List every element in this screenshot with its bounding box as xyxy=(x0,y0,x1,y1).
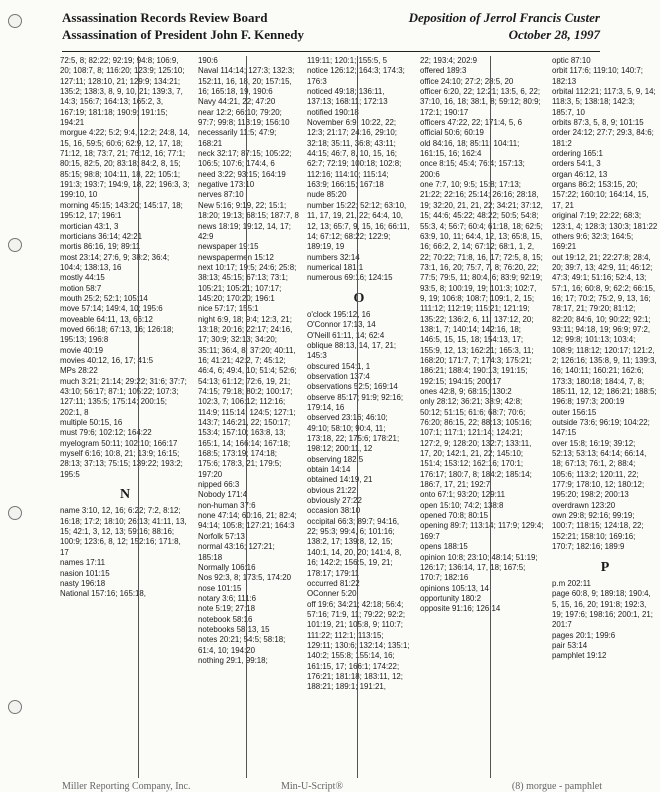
index-entry: opening 89:7; 113:14; 117:9; 129:4; 169:7 xyxy=(420,521,544,541)
index-entry: once 8:15; 45:4; 76:4; 157:13; 200:6 xyxy=(420,159,525,179)
index-entry: night 6:9, 18; 9:4; 12:3, 21; 13:18; 20:16; 22:17; 24:16, 17; 30:9; 32:13; 34:20; 35:11; 36:4, 8; 37:20; 40:11, 16; 41:21; 42:2, 7; 45:12; 46:4, 6; 49:4, 10; 51:4; 52:6; 54:13; 61:12; 72:6, 19, 21; 74:15; 79:18; 80:2; 100:17; 102:3, 7; 106:12; 112:16; 114:9; 115:14; 124:5; 127:1; 143:7; 146:21, 22; 150:17; 153:4; 157:10; 163:8, 13; 165:1, 14; 166:14; 167:18; 168:5; 173:19; 174:18; 175:6; 178:3, 21; 179:5; 197:20 xyxy=(198,314,297,479)
index-column-3 xyxy=(305,56,413,778)
index-entry: neck 32:17; 87:15; 105:22; 106:5; 107:6; 174:4, 6 xyxy=(198,149,292,169)
punch-hole xyxy=(8,506,22,520)
index-section-letter: O xyxy=(353,290,365,306)
index-entry: OConner 5:20 xyxy=(307,589,357,599)
index-entry: notary 3:6; 111:6 xyxy=(198,593,257,603)
index-entry: officers 47:22, 22; 171:4, 5, 6 xyxy=(420,118,523,128)
index-entry: observed 23:16; 46:10; 49:10; 58:10; 90:4, 11; 173:18, 22; 175:6; 178:21; 198:12; 200:11, 12 xyxy=(307,413,400,454)
index-entry: O'Connor 17:13, 14 xyxy=(307,320,376,330)
index-entry: 22; 193:4; 202:9 xyxy=(420,56,478,65)
index-entry: optic 87:10 xyxy=(552,56,591,65)
footer-right: (8) morgue - pamphlet xyxy=(511,781,602,792)
index-entry: Nos 92:3, 8; 173:5, 174:20 xyxy=(198,573,292,583)
index-entry: morgue 4:22; 5:2; 9:4, 12:2; 24:8, 14, 15, 16, 59:5; 60:6; 62:9, 12, 17, 18; 71:12, 18; 73:7, 21; 76:12, 16; 77:1; 80:15, 82:5, 20; 83:18; 84:2, 8, 15; 85:15; 98:8; 104:11, 18, 22; 105:1; 191:3; 193:7; 194:9, 18, 22; 196:3, 3; 199:10, 10 xyxy=(60,128,190,200)
index-entry: Naval 114:14; 127:3; 132:3; 152:11, 16, 18, 20; 157:15, 16; 165:18, 19, 190:6 xyxy=(198,66,295,97)
index-entry: myelogram 50:11; 102:10; 166:17 xyxy=(60,438,178,448)
index-entry: 72:5, 8; 82:22; 92:19; 94:8; 106:9, 20; 108:7, 8; 116:20; 123:9; 125:10; 127:11; 128:10, 21; 129:9; 134:21; 135:2; 138:3, 8, 9, 10, 21; 139:3, 7, 14:3; 156:7; 164:13; 165:2, 3, 167:19; 181:18; 190:9; 191:15; 194:21 xyxy=(60,56,185,128)
index-entry: notebooks 58:13, 15 xyxy=(198,624,270,634)
index-entry: opinions 105:13, 14 xyxy=(420,583,489,593)
index-entry: notice 126:12; 164:3; 174:3; 176:3 xyxy=(307,66,405,86)
index-entry: necessarily 11:5; 47:9; 168:21 xyxy=(198,128,277,148)
header-left-line1: Assassination Records Review Board xyxy=(62,10,268,25)
index-entry: nose 101:15 xyxy=(198,583,242,593)
index-entry: ones 42:8, 9; 68:15; 130:2 xyxy=(420,387,512,396)
index-entry: most 23:14; 27:6, 9; 38:2; 36:4; 104:4; 138:13, 16 xyxy=(60,252,170,272)
index-entry: official 50:6; 60:19 xyxy=(420,128,484,138)
punch-hole xyxy=(8,14,22,28)
index-entry: notebook 58:16 xyxy=(198,614,253,624)
index-entry: order 24:12; 27:7; 29:3, 84:6; 181:2 xyxy=(552,128,654,148)
index-entry: ordering 165:1 xyxy=(552,149,603,159)
index-entry: numbers 32:14 xyxy=(307,252,360,262)
index-entry: nasion 101:15 xyxy=(60,568,110,578)
index-entry: moved 66:18; 67:13, 16; 126:18; 195:13; 196:8 xyxy=(60,324,174,345)
index-entry: observation 137:4 xyxy=(307,371,370,381)
index-entry: morticians 36:14; 42:21 xyxy=(60,231,143,241)
index-entry: New 5:16; 9:19, 22; 15:1; 18:20; 19:13; 68:15; 187:7, 8 xyxy=(198,200,299,221)
index-entry: nipped 66:3 xyxy=(198,480,240,490)
header-right-line2: October 28, 1997 xyxy=(508,27,600,42)
index-entry: nude 85:20 xyxy=(307,190,347,200)
index-entry: nerves 87:10 xyxy=(198,190,244,200)
footer-center: Min-U-Script® xyxy=(281,781,344,792)
index-entry: movie 40:19 xyxy=(60,345,103,355)
column-divider xyxy=(490,56,491,778)
index-entry: observations 52:5; 169:14 xyxy=(307,382,398,392)
index-entry: need 3:22; 93:15; 164:19 xyxy=(198,169,286,179)
index-entry: name 3:10, 12, 16; 6:22; 7:2, 8:12; 16:18; 17:2; 18:10; 26:13; 41:11, 13, 15; 42:1, 3, 12, 13; 59:16; 88:16; 100:9; 123:6, 8, 12; 152:16; 171:8, 17 xyxy=(60,506,187,557)
column-divider xyxy=(357,56,358,778)
index-entry: 190:6 xyxy=(198,56,218,65)
index-entry: obscured 154:1, 1 xyxy=(307,361,371,371)
index-entry: officer 6:20, 22; 12:21; 13:5, 6, 22; 37:10, 16, 18; 38:1, 8; 59:12; 80:9; 172:1; 190:17 xyxy=(420,87,541,117)
index-entry: nice 57:17; 155:1 xyxy=(198,304,259,314)
index-section-letter: N xyxy=(119,487,131,503)
index-entry: newspapermen 15:12 xyxy=(198,252,274,262)
index-entry: noticed 49:18; 136:11, 137:13; 168:11; 172:13 xyxy=(307,87,388,107)
index-entry: numerous 69:16; 124:15 xyxy=(307,273,393,283)
index-entry: obtain 14:14 xyxy=(307,465,351,475)
punch-hole xyxy=(8,238,22,252)
index-entry: own 29:8; 92:16; 99:19; 100:7; 118:15; 124:18, 22; 152:21; 158:10; 169:16; 170:7; 182:16; 189:9 xyxy=(552,511,644,552)
index-entry: must 79:6; 102:12; 164:22 xyxy=(60,428,152,438)
index-entry: outer 156:15 xyxy=(552,407,597,417)
index-entry: overdrawn 123:20 xyxy=(552,500,616,510)
index-entry: notes 20:21; 54:5; 58:18; 61:4, 10; 194:20 xyxy=(198,635,286,655)
index-entry: morning 45:15; 143:20; 145:17, 18; 195:12, 17; 196:1 xyxy=(60,200,183,221)
index-entry: only 28:12; 36:21; 38:9; 42:8; 50:12; 51:15; 61:6; 68:7; 70:6; 76:20; 86:15, 22; 88:13; 105:16; 107:1; 117:1; 121:14; 124:21; 127:2, 9; 128:20; 132:7; 133:11, 17, 20; 142:1, 21, 22; 145:10; 151:4; 153:12; 162:16; 170:1; 176:17; 180:7, 8; 184:2; 185:14; 186:7, 17, 21; 192:7 xyxy=(420,397,532,490)
index-entry: November 6:9, 10:22, 22; 12:3; 21:17; 24:16, 29:10; 32:18; 35:11, 36:8; 43:11; 44:15; 46:7, 8, 10, 15, 16; 62:7; 72:19; 100:18; 102:8; 112:16; 114:10; 115:14; 163:9; 166:15; 167:18 xyxy=(307,118,402,190)
index-entry: mortician 43:1, 3 xyxy=(60,221,119,231)
index-entry: news 18:19; 19:12, 14, 17; 42:9 xyxy=(198,221,292,241)
index-entry: pair 53:14 xyxy=(552,640,588,650)
index-columns xyxy=(58,56,658,778)
footer-left: Miller Reporting Company, Inc. xyxy=(62,781,191,792)
index-entry: Nobody 171:4 xyxy=(198,490,248,500)
index-entry: page 60:8, 9; 189:18; 190:4, 5, 15, 16, 20; 191:8; 192:3, 19; 197:6; 198:16; 200:1, 21; 201:7 xyxy=(552,589,653,630)
index-entry: O'Neill 61:11, 14; 62:4 xyxy=(307,330,385,340)
index-entry: open 15:10; 74:2; 138:8 xyxy=(420,500,504,510)
index-entry: negative 173:10 xyxy=(198,180,255,190)
index-entry: move 57:14; 149:4, 10; 195:6 xyxy=(60,304,163,314)
index-entry: nothing 29:1, 99:18; xyxy=(198,655,268,665)
index-entry: occipital 66:3; 89:7; 94:16, 22; 95:3; 99:4, 6; 101:16; 138:2, 17; 139:8, 12, 15; 140:1, 14, 20, 20; 141:4, 8, 16; 142:2; 156:5, 19, 21; 178:17; 179:11 xyxy=(307,516,402,578)
index-entry: offered 189:3 xyxy=(420,66,467,76)
index-entry: occasion 38:10 xyxy=(307,506,361,516)
index-entry: much 3:21; 21:14; 29:22; 31:6; 37:7; 43:10; 56:17; 87:1; 105:22; 107:3; 127:11; 135:5; 175:14; 200:15; 202:1, 8 xyxy=(60,376,187,417)
page-footer xyxy=(62,781,602,792)
index-entry: orders 54:1, 3 xyxy=(552,159,601,169)
header-left xyxy=(62,9,304,43)
index-entry: names 17:11 xyxy=(60,558,106,568)
index-entry: organs 86:2; 153:15, 20; 157:22; 160:10; 164:14, 15, 17, 21 xyxy=(552,180,649,210)
index-entry: mouth 25:2; 52:1; 105:14 xyxy=(60,293,148,303)
index-entry: non-human 37:6 xyxy=(198,500,256,510)
index-entry: one 7:7, 10; 9:5; 15:8; 17:13; 21:22; 22:16; 25:14; 26:16; 28:18, 19; 32:20, 21, 21, 22; 34:21; 37:12, 15; 44:6; 45:22; 48:22; 50:5; 54:8; 55:3, 4; 56:7; 60:4; 61:18, 18; 62:5; 63:9, 10, 11; 64:4, 12, 13; 65:8, 15, 16; 66:2, 2, 14; 67:12; 68:1, 1, 2, 22; 70:22; 71:8, 16, 17; 72:5, 8, 15; 73:1, 16, 20; 75:7, 7, 8; 76:20, 22; 77:5; 79:5, 11; 80:4, 6; 83:9; 92:19; 93:5, 8; 100:19, 19; 101:3; 102:7, 9, 19; 106:8; 108:7; 109:1, 2, 15; 111:12; 112:19; 115:21; 121:19; 135:22; 136:2, 6, 11; 137:12, 20; 138:1, 7; 140:14; 142:16, 18; 146:5, 15, 15, 18; 154:13, 17; 155:9, 12, 13; 162:21; 165:3, 11; 168:20; 171:7, 7; 174:3; 175:21; 186:21; 188:4; 190:13; 191:15; 192:15; 194:15; 200:17 xyxy=(420,180,543,386)
index-entry: notified 190:18 xyxy=(307,107,359,117)
index-entry: onto 67:1; 93:20; 129:11 xyxy=(420,490,505,500)
index-entry: Navy 44:21, 22; 47:20 xyxy=(198,97,276,107)
index-entry: number 15:22; 52:12; 63:10, 11, 17, 19, 21, 22; 64:4, 10, 12, 13; 65:7, 9, 15, 16; 66:11, 14; 67:12; 68:22; 122:9; 189:19, 19 xyxy=(307,200,410,252)
index-entry: outside 73:6; 96:19; 104:22; 147:15 xyxy=(552,418,650,438)
column-divider xyxy=(246,56,247,778)
index-entry: pamphlet 19:12 xyxy=(552,651,607,661)
index-entry: MPs 28:22 xyxy=(60,366,98,376)
index-entry: oblique 88:13, 14, 17, 21; 145:3 xyxy=(307,340,397,361)
index-entry: mortis 86:16, 19; 89:11 xyxy=(60,242,141,252)
index-entry: obvious 21:22 xyxy=(307,485,357,495)
header-right xyxy=(409,9,600,43)
index-entry: nasty 196:18 xyxy=(60,578,106,588)
index-entry: opposite 91:16; 126:14 xyxy=(420,604,501,614)
index-column-4 xyxy=(418,56,546,778)
index-entry: Norfolk 57:13 xyxy=(198,531,245,541)
index-entry: moveable 64:11, 13, 66:12 xyxy=(60,314,153,324)
index-entry: over 15:8; 16:19; 39:12; 52:13; 53:13; 64:14; 66:14, 18; 67:13; 76:1, 2; 88:4; 105:6; 113:2; 120:11, 22; 177:9; 178:10, 12; 180:12; 195:20; 198:2; 200:13 xyxy=(552,438,647,500)
index-entry: none 47:14; 60:16, 21; 82:4; 94:14; 105:8; 127:21; 164:3 xyxy=(198,511,297,531)
index-column-5 xyxy=(550,56,660,778)
index-entry: obviously 27:22 xyxy=(307,496,362,506)
index-entry: original 7:19; 22:22; 68:3; 123:1, 4; 128:3; 130:3; 181:22 xyxy=(552,211,658,231)
index-entry: office 24:10; 27:2; 28:5, 20 xyxy=(420,76,514,86)
index-entry: Normally 106:16 xyxy=(198,562,256,572)
index-entry: numerical 181:1 xyxy=(307,262,364,272)
index-entry: opportunity 180:2 xyxy=(420,593,481,603)
header-left-line2: Assassination of President John F. Kennedy xyxy=(62,27,304,42)
index-entry: others 9:6; 32:3; 164:5; 169:21 xyxy=(552,231,634,252)
page-header xyxy=(62,9,600,52)
index-entry: movies 40:12, 16, 17; 41:5 xyxy=(60,355,153,365)
index-entry: obtained 14:19, 21 xyxy=(307,475,373,485)
index-entry: o'clock 195:12, 16 xyxy=(307,309,371,319)
index-entry: opened 70:8; 80:15 xyxy=(420,511,489,521)
index-entry: opens 188:15 xyxy=(420,542,468,552)
punch-hole xyxy=(8,700,22,714)
index-entry: normal 43:16; 127:21; 185:18 xyxy=(198,542,275,562)
index-entry: motion 58:7 xyxy=(60,283,102,293)
index-entry: next 10:17; 19:5; 24:6; 25:8; 38:13; 45:15; 67:13; 73:1; 105:21; 105:21; 107:17; 145:20; 170:20; 196:1 xyxy=(198,262,297,303)
index-entry: off 19:6; 34:21; 42:18; 56:4; 57:16; 71:9, 11; 79:22; 92:2; 101:19, 21; 105:8, 9; 110:7; 111:22; 112:1; 113:15; 129:11; 130:6; 132:14; 135:1; 140:2; 155:8; 155:14, 16; 161:15, 17; 166:1; 174:22; 176:21; 181:18; 183:11, 12; 188:21; 189:1; 191:21, xyxy=(307,599,410,692)
index-entry: National 157:16; 165:18, xyxy=(60,589,146,599)
header-right-line1: Deposition of Jerrol Francis Custer xyxy=(408,10,600,25)
index-entry: pages 20:1; 199:6 xyxy=(552,630,616,640)
index-entry: near 12:2; 66:10; 79:20; 97:7; 99:8; 113:19; 156:10 xyxy=(198,107,290,128)
index-entry: old 84:16, 18; 85:11; 104:11; 161:15, 16; 162:4 xyxy=(420,138,520,159)
index-entry: note 5:19; 27:18 xyxy=(198,604,256,614)
index-section-letter: P xyxy=(600,559,610,575)
index-entry: out 19:12, 21; 22:27:8; 28:4, 20; 39:7, 13; 42:9, 11; 46:12; 47:3; 49:1; 51:16; 52:4, 13; 57:1, 16; 60:8, 9; 62:2; 66:15, 16; 17; 70:2; 75:2, 9, 13, 16; 78:17, 21; 79:20; 81:12; 82:20; 84:6, 10; 90:22; 92:1; 93:11; 94:18, 19; 96:9; 97:2, 12; 99:8; 101:13; 103:4; 108:9; 118:12; 120:17; 121:2, 2; 126:16; 135:8, 9, 11; 139:3, 16; 140:11; 160:21; 162:6; 173:3; 180:18; 184:4, 7, 8; 185:11, 12, 12; 186:21; 188:5; 196:8; 197:3; 200:19 xyxy=(552,252,657,407)
index-column-2 xyxy=(196,56,302,778)
index-entry: orbital 112:21; 117:3, 5, 9, 14; 118:3, 5; 138:18; 142:3; 185:7, 10 xyxy=(552,87,656,117)
index-entry: mostly 44:15 xyxy=(60,273,105,283)
index-entry: myself 6:16; 10:8, 21; 13:9; 16:15; 28:13; 37:13; 75:15; 139:22; 193:2; 195:5 xyxy=(60,449,183,479)
index-entry: occurred 81:22 xyxy=(307,578,360,588)
index-entry: 119:11; 120:1; 155:5, 5 xyxy=(307,56,387,65)
index-entry: opinion 10:8; 23:10; 48:14; 51:19; 126:17; 136:14, 17, 18; 167:5; 170:7; 182:16 xyxy=(420,552,538,583)
index-entry: newspaper 19:15 xyxy=(198,242,259,252)
index-entry: observing 182:5 xyxy=(307,454,364,464)
index-entry: organ 46:12, 13 xyxy=(552,169,608,179)
index-column-1 xyxy=(58,56,192,778)
column-divider xyxy=(138,56,139,778)
index-entry: orbits 87:3, 5, 8, 9; 101:15 xyxy=(552,118,644,128)
index-entry: p.m 202:11 xyxy=(552,578,591,588)
index-entry: orbit 117:6; 119:10; 140:7; 182:13 xyxy=(552,66,643,86)
index-entry: observe 85:17; 91:9; 92:16; 179:14, 16 xyxy=(307,392,404,412)
index-entry: multiple 50:15, 16 xyxy=(60,418,123,428)
